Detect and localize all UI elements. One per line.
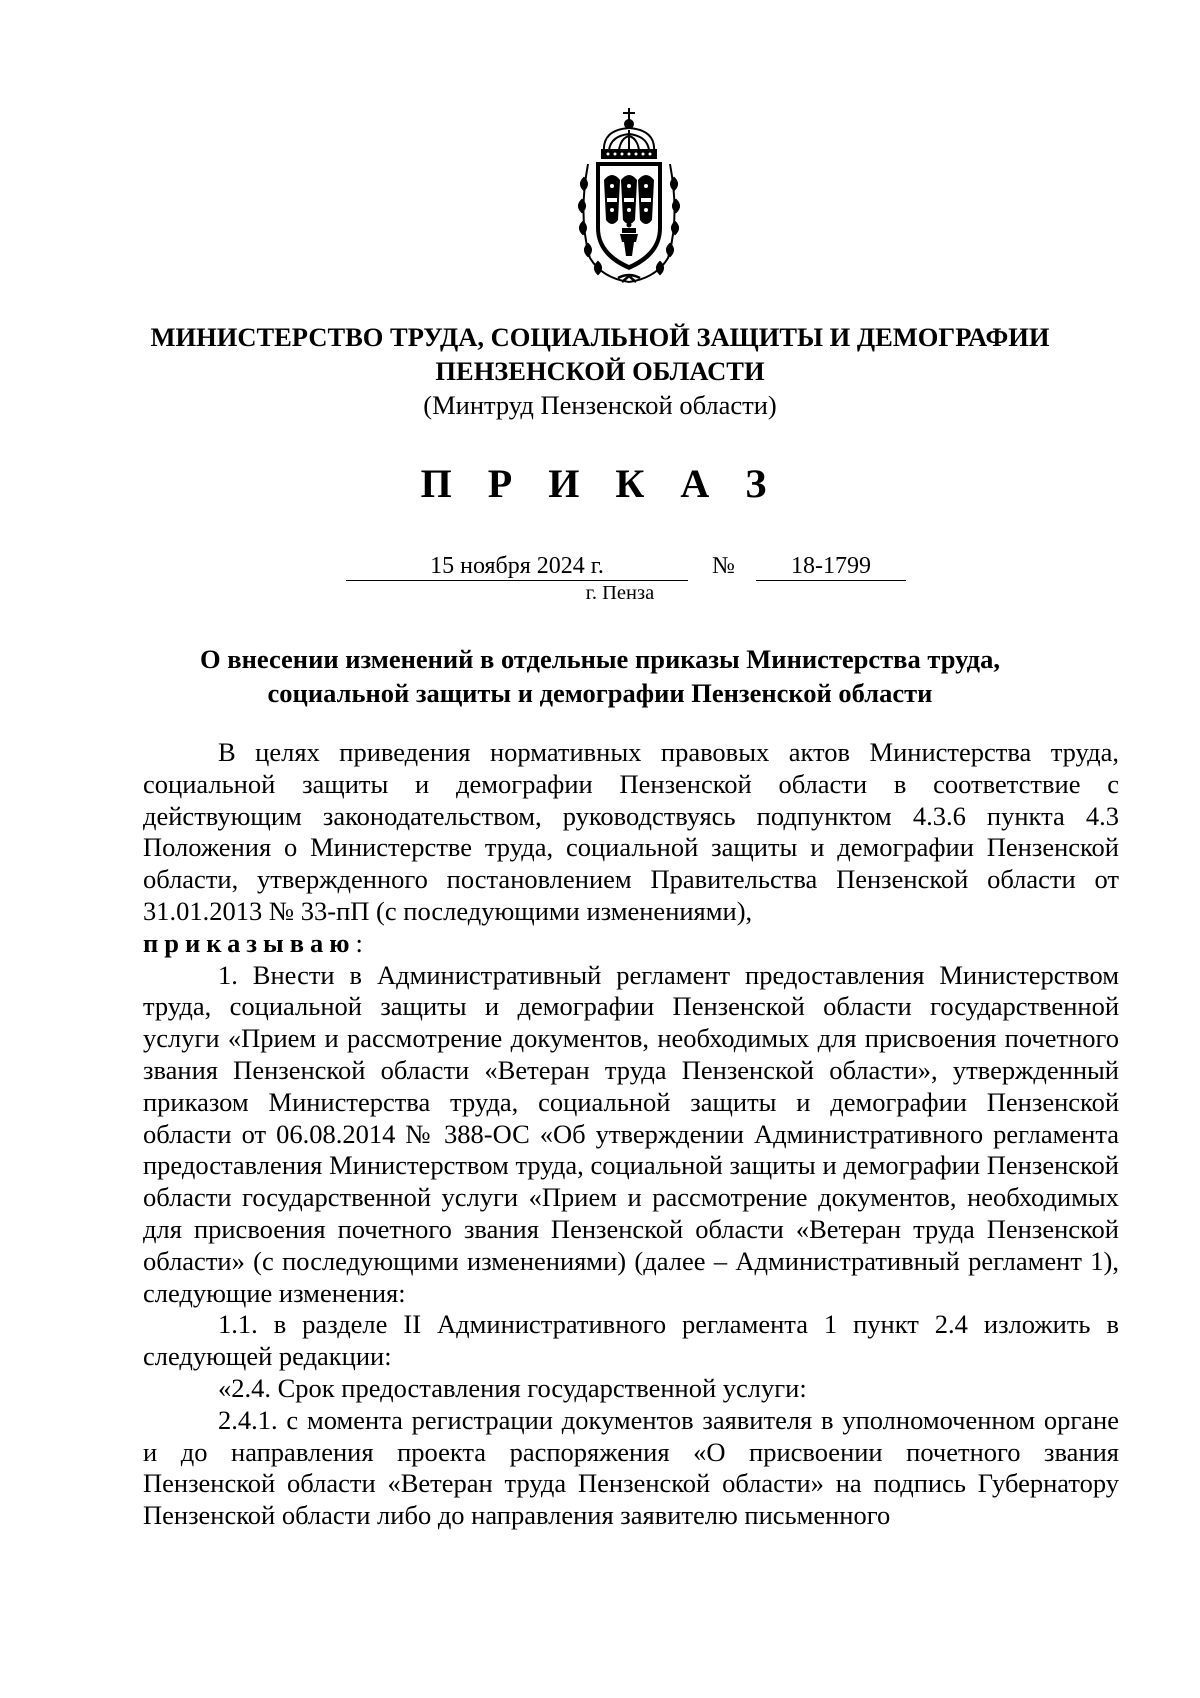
ministry-name-line2: ПЕНЗЕНСКОЙ ОБЛАСТИ — [435, 356, 765, 386]
item-2-4-paragraph: «2.4. Срок предоставления государственной услуги: — [218, 1372, 807, 1403]
item-2-4-1-paragraph: 2.4.1. с момента регистрации документов заявителя в уполномоченном органе и до направления проекта распоряжения «О присвоении почетного звания Пензенской области «Ветеран труда Пензенской области» на подпись Губернатору Пензенской области либо до направления заявителю письменного — [143, 1404, 1119, 1531]
order-colon: : — [355, 927, 363, 958]
document-type-title: П Р И К А З — [420, 461, 780, 506]
preamble-paragraph — [143, 737, 1119, 960]
document-date: 15 ноября 2024 г. — [346, 552, 688, 581]
subject-heading-line1: О внесении изменений в отдельные приказы Министерства труда, — [200, 644, 1000, 674]
subject-heading-line2: социальной защиты и демографии Пензенской области — [267, 678, 933, 708]
order-word: приказываю — [143, 927, 356, 958]
item-1-1-paragraph: 1.1. в разделе II Административного регламента 1 пункт 2.4 изложить в следующей редакции: — [143, 1309, 1119, 1372]
item-1-paragraph: 1. Внести в Административный регламент предоставления Министерством труда, социальной защиты и демографии Пензенской области государственной услуги «Прием и рассмотрение документов, необходимых для присвоения почетного звания Пензенской области «Ветеран труда Пензенской области», утвержденный приказом Министерства труда, социальной защиты и демографии Пензенской области от 06.08.2014 № 388-ОС «Об утверждении Административного регламента предоставления Министерством труда, социальной защиты и демографии Пензенской области государственной услуги «Прием и рассмотрение документов, необходимых для присвоения почетного звания Пензенской области «Ветеран труда Пензенской области» (с последующими изменениями) (далее – Административный регламент 1), следующие изменения: — [143, 959, 1119, 1308]
document-number: 18-1799 — [756, 552, 906, 581]
crown-icon — [602, 108, 656, 158]
ministry-abbreviation: (Минтруд Пензенской области) — [423, 390, 777, 420]
shield-icon — [596, 162, 662, 270]
number-sign: № — [712, 553, 735, 579]
document-city: г. Пенза — [585, 582, 655, 604]
preamble-text: В целях приведения нормативных правовых актов Министерства труда, социальной защиты и демографии Пензенской области в соответствие с действующим законодательством, руководствуясь подпунктом 4.3.6 пункта 4.3 Положения о Министерстве труда, социальной защиты и демографии Пензенской области, утвержденного постановлением Правительства Пензенской области от 31.01.2013 № 33-пП (с последующими изменениями), — [143, 737, 1119, 926]
ministry-name-line1: МИНИСТЕРСТВО ТРУДА, СОЦИАЛЬНОЙ ЗАЩИТЫ И ДЕМОГРАФИИ — [150, 322, 1050, 352]
coat-of-arms-emblem — [574, 108, 684, 286]
document-body — [143, 737, 1119, 1532]
